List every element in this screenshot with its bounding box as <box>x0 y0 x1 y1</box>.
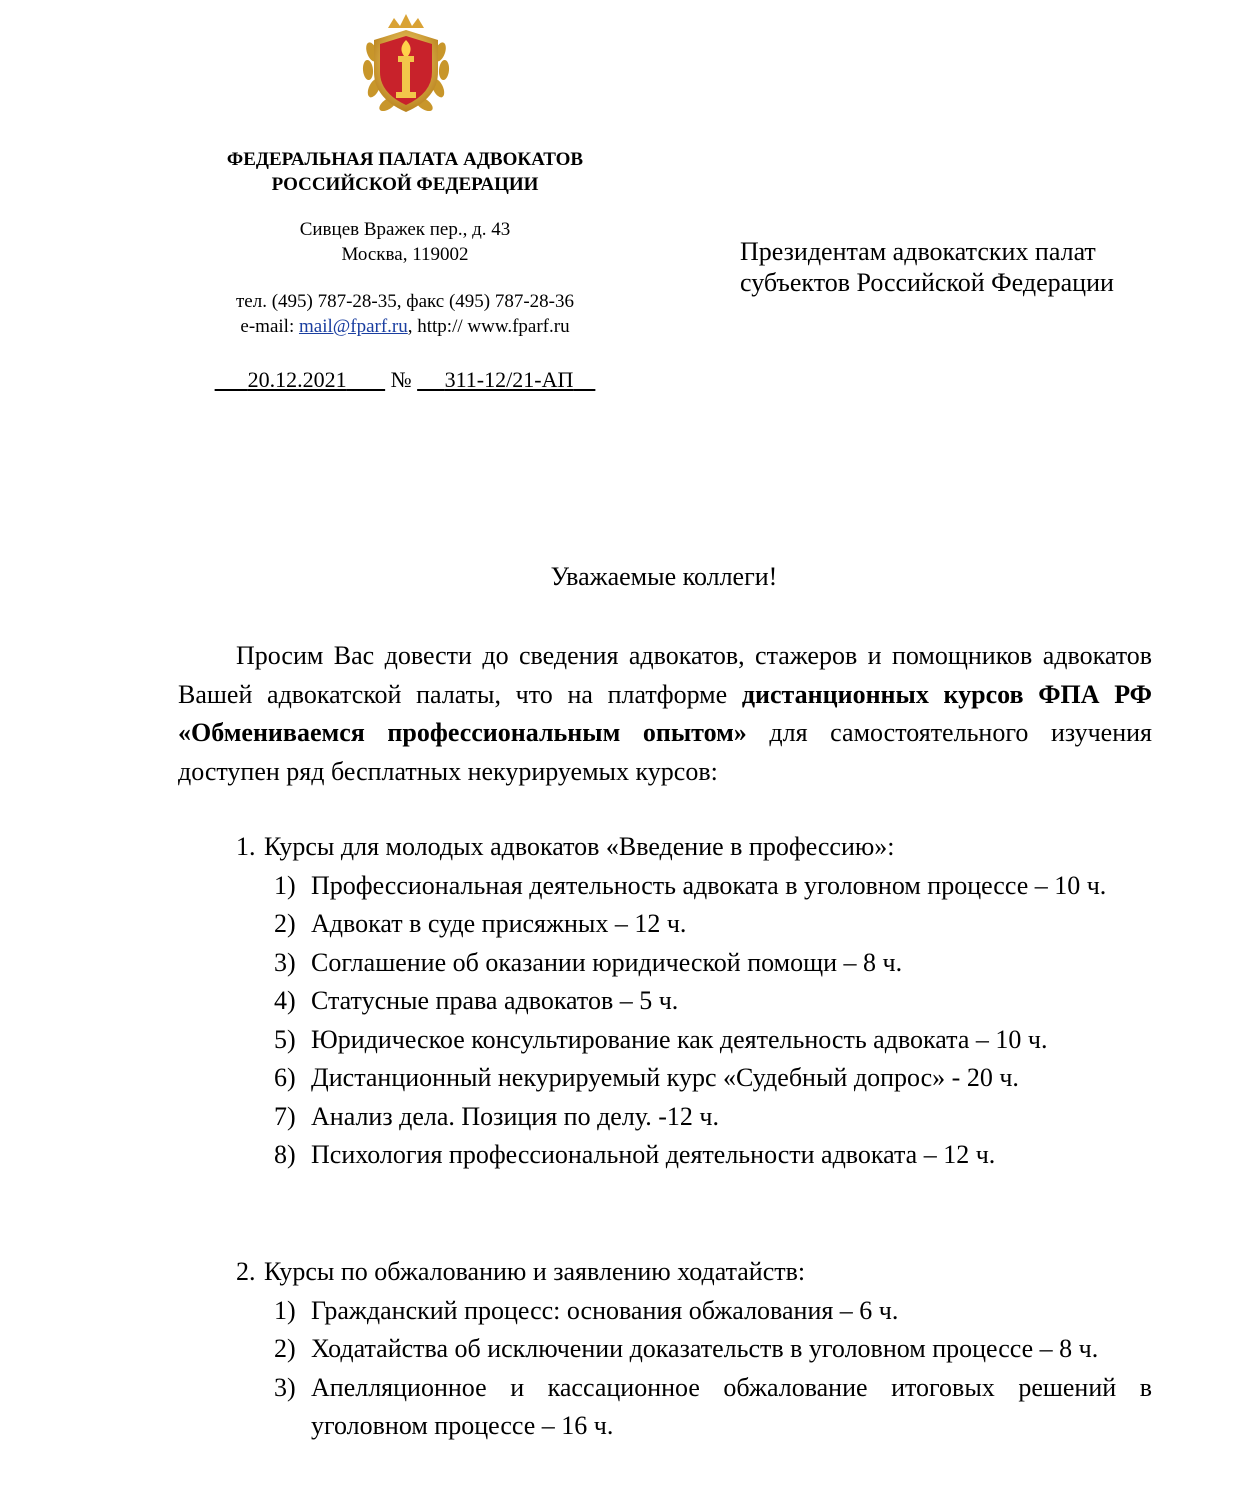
website-text: , http:// www.fparf.ru <box>407 316 570 337</box>
item-number: 5) <box>274 1024 296 1054</box>
recipient-line1: Президентам адвокатских палат <box>740 237 1096 266</box>
list-item <box>178 982 1152 1021</box>
section-heading <box>178 1253 1152 1292</box>
course-list <box>178 867 1152 1175</box>
item-number: 3) <box>274 947 296 977</box>
item-number: 1) <box>274 870 296 900</box>
org-name-line1: ФЕДЕРАЛЬНАЯ ПАЛАТА АДВОКАТОВ <box>226 149 584 170</box>
item-number: 2) <box>274 909 296 938</box>
list-item <box>178 1021 1152 1060</box>
intro-text-start: Просим Вас довести до сведения адвокатов, стажеров и помощников адвокатов Вашей адвокатской палаты, что на платформе <box>178 641 1152 709</box>
item-number: 1) <box>274 1295 296 1325</box>
list-item <box>178 1136 1152 1175</box>
intro-paragraph <box>178 637 1152 791</box>
intro-text-bold: дистанционных курсов ФПА РФ «Обмениваемся профессиональным опытом» <box>178 679 1152 747</box>
section-title: Курсы для молодых адвокатов «Введение в профессию»: <box>264 832 895 861</box>
address-street: Сивцев Вражек пер., д. 43 <box>299 219 511 240</box>
item-number: 4) <box>274 986 296 1015</box>
list-item <box>178 1292 1152 1331</box>
fpa-emblem-logo <box>358 12 454 122</box>
item-number: 8) <box>274 1140 296 1169</box>
list-item <box>178 1059 1152 1098</box>
item-text: Апелляционное и кассационное обжалование итоговых решений в уголовном процессе – 16 ч. <box>311 1372 1152 1440</box>
item-text: Гражданский процесс: основания обжалования – 6 ч. <box>311 1295 899 1325</box>
item-text: Статусные права адвокатов – 5 ч. <box>311 986 679 1015</box>
section-heading <box>178 828 1152 867</box>
course-list <box>178 1292 1152 1446</box>
list-item <box>178 867 1152 906</box>
list-item <box>178 944 1152 983</box>
section-number: 2. <box>236 1257 256 1286</box>
item-text: Соглашение об оказании юридической помощи – 8 ч. <box>311 947 903 977</box>
email-label: e-mail: <box>240 316 299 337</box>
item-text: Адвокат в суде присяжных – 12 ч. <box>311 909 687 938</box>
item-number: 3) <box>274 1372 296 1402</box>
section-number: 1. <box>236 832 256 861</box>
contact-info <box>155 289 655 339</box>
item-text: Дистанционный некурируемый курс «Судебный допрос» - 20 ч. <box>311 1063 1019 1092</box>
phone-fax: тел. (495) 787-28-35, факс (495) 787-28-36 <box>235 291 575 312</box>
address-city: Москва, 119002 <box>341 244 469 265</box>
course-section-2 <box>178 1253 1152 1446</box>
item-text: Ходатайства об исключении доказательств в уголовном процессе – 8 ч. <box>311 1334 1099 1363</box>
item-number: 6) <box>274 1063 296 1092</box>
greeting: Уважаемые коллеги! <box>550 562 778 591</box>
outgoing-number: 311-12/21-АП <box>444 367 574 392</box>
course-section-1 <box>178 828 1152 1175</box>
outgoing-number-line <box>155 367 655 393</box>
email-web-line <box>155 314 655 339</box>
item-number: 2) <box>274 1334 296 1363</box>
list-item <box>178 905 1152 944</box>
list-item <box>178 1330 1152 1369</box>
outgoing-date: 20.12.2021 <box>247 367 347 392</box>
number-sign: № <box>390 367 412 392</box>
item-text: Психология профессиональной деятельности адвоката – 12 ч. <box>311 1140 996 1169</box>
item-text: Профессиональная деятельность адвоката в уголовном процессе – 10 ч. <box>311 870 1107 900</box>
intro-text-end: для самостоятельного изучения доступен ряд бесплатных некурируемых курсов: <box>178 718 1152 786</box>
item-number: 7) <box>274 1101 296 1131</box>
email-link[interactable]: mail@fparf.ru <box>298 316 408 337</box>
list-item <box>178 1369 1152 1446</box>
org-name-line2: РОССИЙСКОЙ ФЕДЕРАЦИИ <box>271 174 539 195</box>
list-item <box>178 1098 1152 1137</box>
recipient-block <box>740 236 1200 298</box>
item-text: Анализ дела. Позиция по делу. -12 ч. <box>311 1101 719 1131</box>
recipient-line2: субъектов Российской Федерации <box>740 268 1114 297</box>
postal-address <box>155 217 655 267</box>
item-text: Юридическое консультирование как деятельность адвоката – 10 ч. <box>311 1024 1048 1054</box>
section-title: Курсы по обжалованию и заявлению ходатайств: <box>264 1257 806 1286</box>
organization-name <box>155 147 655 197</box>
